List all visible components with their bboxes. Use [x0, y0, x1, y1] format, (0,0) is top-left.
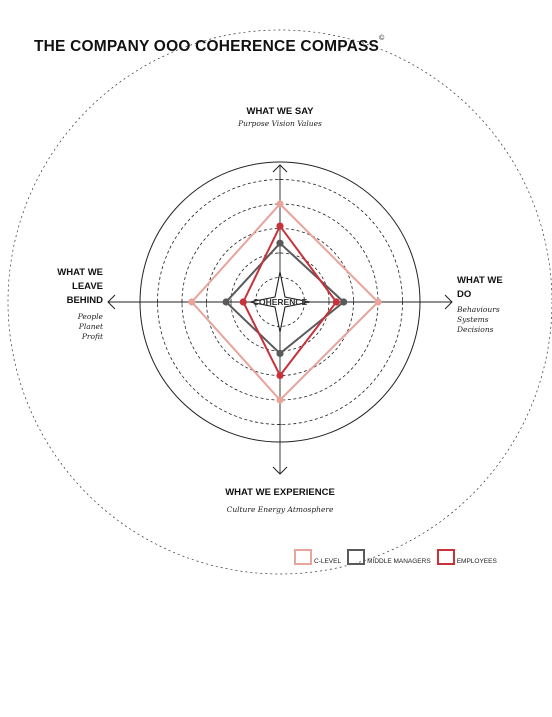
legend-label: MIDDLE MANAGERS	[367, 558, 431, 565]
axis-label-top-title: WHAT WE SAY	[246, 106, 314, 117]
legend-item-employees	[437, 549, 497, 565]
center-label: COHERENCE	[252, 297, 308, 307]
series-middle-managers-point	[276, 350, 283, 357]
axis-label-left-sub: Planet	[78, 322, 103, 331]
legend-label: EMPLOYEES	[456, 558, 497, 565]
axis-label-right-title: WHAT WE	[457, 275, 503, 286]
axis-label-top-sub: Purpose Vision Values	[238, 119, 322, 128]
series-employees-point	[276, 372, 283, 379]
axis-label-right-sub: Systems	[457, 315, 489, 324]
series-employees-point	[276, 222, 283, 229]
series-c-level-point	[276, 396, 283, 403]
series-middle-managers-point	[223, 298, 230, 305]
copyright-mark: ©	[379, 35, 385, 42]
series-middle-managers-point	[276, 240, 283, 247]
axis-label-left-sub: People	[77, 312, 103, 321]
legend-swatch	[294, 549, 312, 565]
legend-item-middle-managers	[347, 549, 431, 565]
axis-label-right-sub: Behaviours	[457, 305, 500, 314]
series-c-level-point	[188, 298, 195, 305]
axis-label-right-title: DO	[457, 289, 472, 300]
series-c-level-point	[276, 200, 283, 207]
legend-label: C-LEVEL	[314, 558, 342, 565]
series-employees-point	[333, 298, 340, 305]
chart-legend	[294, 549, 503, 565]
axis-label-right-sub: Decisions	[457, 325, 494, 334]
coherence-center	[250, 272, 310, 332]
axis-label-bottom-title: WHAT WE EXPERIENCE	[225, 487, 335, 498]
legend-swatch	[437, 549, 455, 565]
axis-label-left-title: LEAVE	[72, 281, 103, 292]
series-employees-point	[240, 298, 247, 305]
axis-label-left-title: WHAT WE	[57, 267, 103, 278]
series-c-level-point	[374, 298, 381, 305]
series-middle-managers-point	[340, 298, 347, 305]
legend-item-c-level	[294, 549, 341, 565]
chart-title: THE COMPANY OOO COHERENCE COMPASS©	[34, 35, 385, 55]
legend-swatch	[347, 549, 365, 565]
axis-label-left-sub: Profit	[81, 332, 103, 341]
axis-label-left-title: BEHIND	[66, 295, 103, 306]
axis-label-bottom-sub: Culture Energy Atmosphere	[226, 505, 334, 514]
